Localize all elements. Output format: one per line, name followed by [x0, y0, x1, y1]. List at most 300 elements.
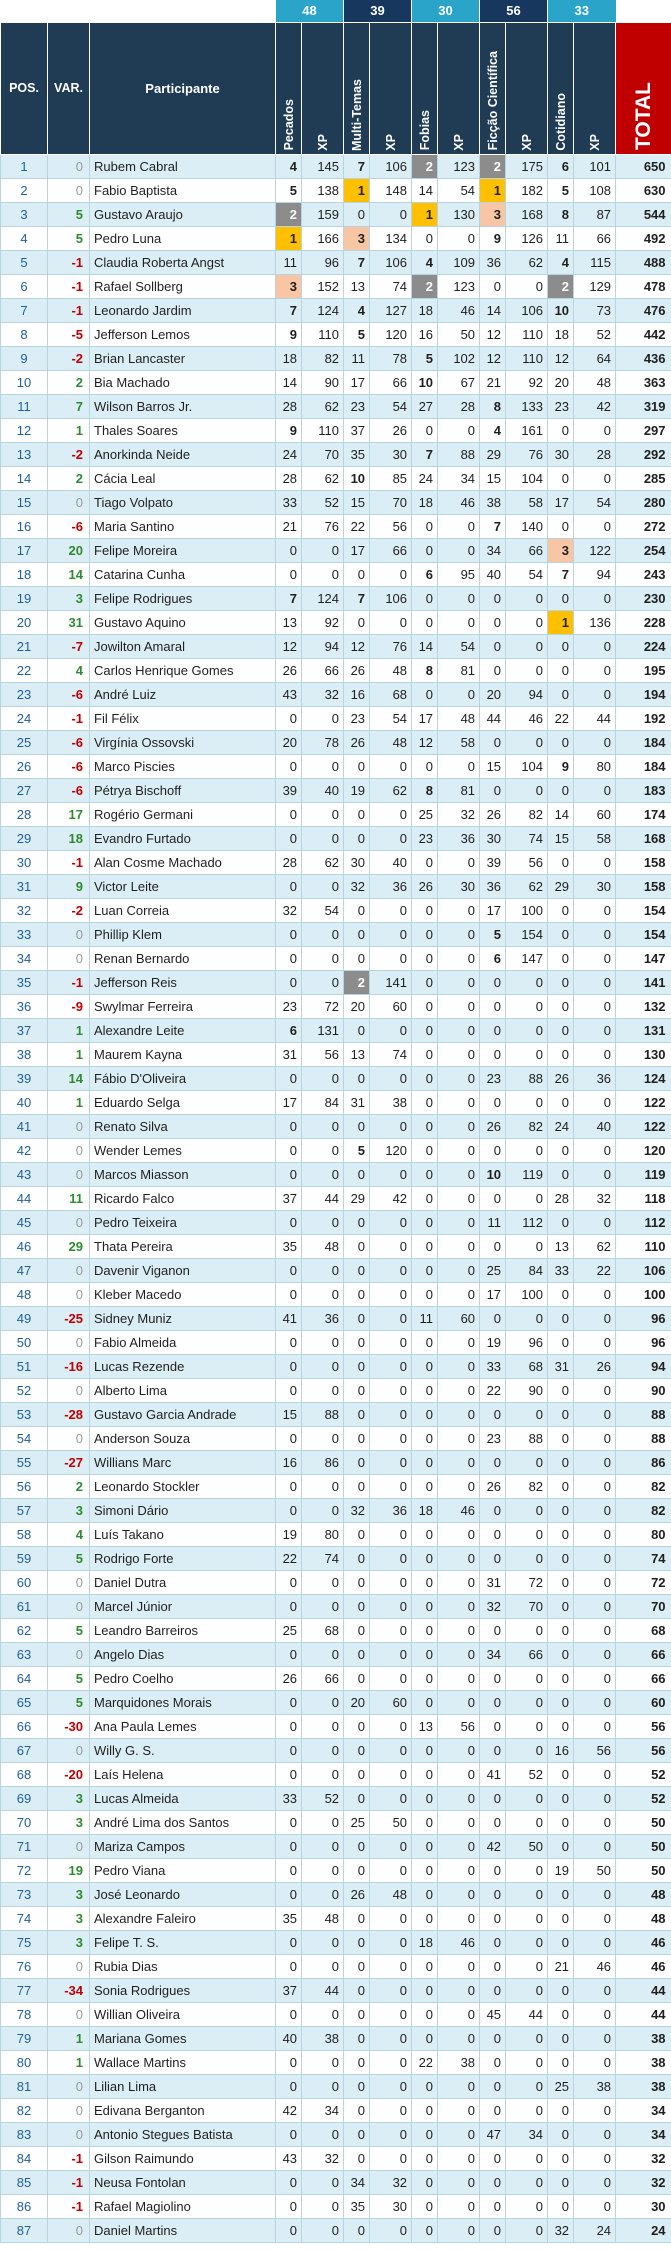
variation-cell: -6 — [48, 778, 90, 802]
table-row — [1, 1090, 671, 1114]
rank-cell: 0 — [412, 850, 438, 874]
table-row — [1, 2122, 671, 2146]
rank-cell: 12 — [480, 346, 506, 370]
xp-cell: 0 — [302, 1474, 344, 1498]
participant-name: Ana Paula Lemes — [90, 1714, 276, 1738]
rank-cell: 0 — [344, 1450, 370, 1474]
rank-cell: 0 — [344, 1474, 370, 1498]
total-cell: 478 — [616, 274, 671, 298]
table-row — [1, 1930, 671, 1954]
variation-cell: 0 — [48, 154, 90, 178]
total-cell: 86 — [616, 1450, 671, 1474]
xp-cell: 40 — [302, 778, 344, 802]
position-cell: 42 — [1, 1138, 48, 1162]
variation-cell: -16 — [48, 1354, 90, 1378]
rank-cell: 0 — [480, 1138, 506, 1162]
total-cell: 280 — [616, 490, 671, 514]
table-row — [1, 1954, 671, 1978]
rank-cell: 0 — [344, 1354, 370, 1378]
xp-cell: 0 — [302, 1114, 344, 1138]
rank-cell: 0 — [276, 1594, 302, 1618]
position-cell: 51 — [1, 1354, 48, 1378]
total-cell: 82 — [616, 1498, 671, 1522]
rank-cell: 1 — [344, 178, 370, 202]
variation-cell: 0 — [48, 2002, 90, 2026]
xp-cell: 64 — [574, 346, 616, 370]
table-row — [1, 1210, 671, 1234]
total-cell: 50 — [616, 1858, 671, 1882]
xp-cell: 0 — [574, 1426, 616, 1450]
xp-cell: 0 — [370, 754, 412, 778]
xp-cell: 32 — [574, 1186, 616, 1210]
xp-cell: 50 — [370, 1810, 412, 1834]
xp-cell: 0 — [574, 1306, 616, 1330]
position-cell: 6 — [1, 274, 48, 298]
participant-name: Wallace Martins — [90, 2050, 276, 2074]
xp-cell: 0 — [574, 970, 616, 994]
rank-cell: 0 — [480, 274, 506, 298]
xp-cell: 0 — [574, 730, 616, 754]
participant-name: Thata Pereira — [90, 1234, 276, 1258]
rank-cell: 0 — [548, 1834, 574, 1858]
position-cell: 1 — [1, 154, 48, 178]
total-cell: 158 — [616, 874, 671, 898]
rank-cell: 0 — [344, 1018, 370, 1042]
table-row — [1, 1618, 671, 1642]
xp-cell: 0 — [506, 1666, 548, 1690]
position-cell: 69 — [1, 1786, 48, 1810]
variation-cell: 9 — [48, 874, 90, 898]
rank-cell: 36 — [480, 250, 506, 274]
rank-cell: 25 — [480, 1258, 506, 1282]
rank-cell: 0 — [412, 1042, 438, 1066]
rank-cell: 15 — [480, 466, 506, 490]
position-cell: 58 — [1, 1522, 48, 1546]
variation-cell: 1 — [48, 418, 90, 442]
xp-cell: 129 — [574, 274, 616, 298]
xp-cell: 106 — [370, 586, 412, 610]
xp-cell: 66 — [370, 370, 412, 394]
xp-cell: 0 — [302, 2218, 344, 2242]
variation-cell: -1 — [48, 250, 90, 274]
xp-cell: 0 — [370, 1570, 412, 1594]
total-cell: 80 — [616, 1522, 671, 1546]
total-cell: 243 — [616, 562, 671, 586]
xp-cell: 0 — [574, 514, 616, 538]
total-cell: 48 — [616, 1882, 671, 1906]
rank-cell: 4 — [412, 250, 438, 274]
participant-name: Phillip Klem — [90, 922, 276, 946]
rank-cell: 0 — [276, 874, 302, 898]
position-cell: 21 — [1, 634, 48, 658]
xp-cell: 141 — [370, 970, 412, 994]
variation-cell: 5 — [48, 226, 90, 250]
xp-cell: 0 — [370, 1546, 412, 1570]
xp-cell: 72 — [506, 1570, 548, 1594]
rank-cell: 0 — [412, 2170, 438, 2194]
variation-cell: 0 — [48, 1258, 90, 1282]
xp-cell: 0 — [302, 1138, 344, 1162]
rank-cell: 13 — [276, 610, 302, 634]
rank-cell: 0 — [276, 2218, 302, 2242]
rank-cell: 0 — [412, 1402, 438, 1426]
xp-cell: 124 — [302, 298, 344, 322]
position-cell: 3 — [1, 202, 48, 226]
position-cell: 60 — [1, 1570, 48, 1594]
xp-cell: 0 — [370, 1378, 412, 1402]
total-cell: 38 — [616, 2074, 671, 2098]
position-cell: 8 — [1, 322, 48, 346]
participant-name: Pedro Coelho — [90, 1666, 276, 1690]
xp-cell: 0 — [370, 1162, 412, 1186]
rank-cell: 23 — [276, 994, 302, 1018]
rank-cell: 20 — [344, 994, 370, 1018]
participant-name: Fabio Baptista — [90, 178, 276, 202]
xp-cell: 0 — [438, 1666, 480, 1690]
rank-cell: 0 — [276, 1498, 302, 1522]
xp-cell: 80 — [302, 1522, 344, 1546]
rank-cell: 22 — [412, 2050, 438, 2074]
rank-cell: 0 — [548, 1282, 574, 1306]
rank-cell: 0 — [344, 1378, 370, 1402]
rank-cell: 0 — [344, 1210, 370, 1234]
position-cell: 48 — [1, 1282, 48, 1306]
xp-cell: 81 — [438, 658, 480, 682]
rank-cell: 0 — [276, 922, 302, 946]
participant-name: Sonia Rodrigues — [90, 1978, 276, 2002]
rank-cell: 17 — [276, 1090, 302, 1114]
variation-cell: -9 — [48, 994, 90, 1018]
rank-cell: 0 — [276, 1282, 302, 1306]
xp-cell: 0 — [302, 538, 344, 562]
xp-cell: 0 — [574, 466, 616, 490]
xp-cell: 56 — [370, 514, 412, 538]
position-cell: 14 — [1, 466, 48, 490]
rank-cell: 5 — [344, 1138, 370, 1162]
total-cell: 650 — [616, 154, 671, 178]
rank-cell: 32 — [344, 874, 370, 898]
total-cell: 88 — [616, 1402, 671, 1426]
total-cell: 32 — [616, 2170, 671, 2194]
rank-cell: 11 — [412, 1306, 438, 1330]
xp-cell: 110 — [506, 322, 548, 346]
table-row — [1, 2074, 671, 2098]
variation-cell: 0 — [48, 1834, 90, 1858]
xp-cell: 60 — [574, 802, 616, 826]
table-row — [1, 850, 671, 874]
variation-cell: 0 — [48, 946, 90, 970]
xp-cell: 0 — [302, 1858, 344, 1882]
total-cell: 74 — [616, 1546, 671, 1570]
xp-cell: 50 — [574, 1858, 616, 1882]
xp-cell: 0 — [302, 1810, 344, 1834]
rank-cell: 0 — [344, 946, 370, 970]
xp-header: XP — [574, 22, 616, 154]
rank-cell: 0 — [276, 1138, 302, 1162]
total-cell: 30 — [616, 2194, 671, 2218]
xp-cell: 126 — [506, 226, 548, 250]
rank-cell: 22 — [548, 706, 574, 730]
xp-cell: 0 — [370, 2098, 412, 2122]
rank-cell: 0 — [480, 586, 506, 610]
xp-cell: 32 — [370, 2170, 412, 2194]
rank-cell: 0 — [412, 994, 438, 1018]
rank-cell: 0 — [480, 1810, 506, 1834]
total-cell: 44 — [616, 1978, 671, 2002]
xp-cell: 161 — [506, 418, 548, 442]
variation-cell: 1 — [48, 1090, 90, 1114]
rank-cell: 7 — [480, 514, 506, 538]
xp-cell: 0 — [302, 970, 344, 994]
xp-cell: 42 — [370, 1186, 412, 1210]
rank-cell: 0 — [480, 1402, 506, 1426]
rank-cell: 0 — [344, 1906, 370, 1930]
xp-cell: 0 — [506, 1042, 548, 1066]
rank-cell: 0 — [344, 1666, 370, 1690]
xp-cell: 68 — [506, 1354, 548, 1378]
xp-cell: 0 — [506, 1018, 548, 1042]
rank-cell: 20 — [276, 730, 302, 754]
rank-cell: 0 — [412, 898, 438, 922]
table-row — [1, 1690, 671, 1714]
xp-cell: 0 — [302, 1282, 344, 1306]
rank-cell: 0 — [412, 970, 438, 994]
xp-cell: 0 — [370, 1402, 412, 1426]
position-cell: 84 — [1, 2146, 48, 2170]
total-cell: 132 — [616, 994, 671, 1018]
rank-cell: 2 — [412, 274, 438, 298]
rank-cell: 37 — [344, 418, 370, 442]
variation-cell: 2 — [48, 1474, 90, 1498]
participant-name: Gustavo Aquino — [90, 610, 276, 634]
table-row — [1, 1426, 671, 1450]
rank-cell: 0 — [344, 2074, 370, 2098]
rank-cell: 0 — [548, 1498, 574, 1522]
xp-cell: 145 — [302, 154, 344, 178]
xp-cell: 0 — [506, 1138, 548, 1162]
rank-cell: 0 — [412, 1594, 438, 1618]
xp-cell: 0 — [370, 610, 412, 634]
rank-cell: 4 — [548, 250, 574, 274]
variation-cell: -1 — [48, 298, 90, 322]
table-row — [1, 2170, 671, 2194]
xp-cell: 96 — [302, 250, 344, 274]
position-cell: 77 — [1, 1978, 48, 2002]
xp-cell: 68 — [302, 1618, 344, 1642]
table-row — [1, 490, 671, 514]
total-cell: 442 — [616, 322, 671, 346]
xp-cell: 0 — [506, 610, 548, 634]
variation-cell: 19 — [48, 1858, 90, 1882]
total-header: TOTAL — [616, 22, 671, 154]
rank-cell: 16 — [344, 682, 370, 706]
rank-cell: 0 — [480, 970, 506, 994]
xp-cell: 44 — [506, 2002, 548, 2026]
xp-cell: 0 — [574, 1930, 616, 1954]
rank-cell: 17 — [412, 706, 438, 730]
position-cell: 86 — [1, 2194, 48, 2218]
xp-cell: 0 — [438, 1018, 480, 1042]
participant-name: Rafael Sollberg — [90, 274, 276, 298]
table-row — [1, 1402, 671, 1426]
rank-cell: 0 — [480, 658, 506, 682]
rank-cell: 7 — [276, 298, 302, 322]
xp-cell: 0 — [370, 1978, 412, 2002]
rank-cell: 16 — [412, 322, 438, 346]
rank-cell: 0 — [412, 538, 438, 562]
rank-cell: 0 — [480, 1786, 506, 1810]
position-cell: 74 — [1, 1906, 48, 1930]
table-row — [1, 250, 671, 274]
position-cell: 33 — [1, 922, 48, 946]
xp-cell: 0 — [302, 1690, 344, 1714]
total-cell: 112 — [616, 1210, 671, 1234]
participant-name: Antonio Stegues Batista — [90, 2122, 276, 2146]
xp-cell: 0 — [506, 658, 548, 682]
table-row — [1, 1138, 671, 1162]
rank-cell: 0 — [344, 1546, 370, 1570]
table-row — [1, 802, 671, 826]
variation-cell: 4 — [48, 658, 90, 682]
position-cell: 62 — [1, 1618, 48, 1642]
rank-cell: 0 — [548, 2050, 574, 2074]
table-row — [1, 1018, 671, 1042]
position-cell: 54 — [1, 1426, 48, 1450]
rank-cell: 0 — [344, 898, 370, 922]
participant-name: Davenir Viganon — [90, 1258, 276, 1282]
total-cell: 195 — [616, 658, 671, 682]
table-row — [1, 466, 671, 490]
participant-name: Brian Lancaster — [90, 346, 276, 370]
xp-cell: 0 — [302, 754, 344, 778]
xp-cell: 0 — [574, 1834, 616, 1858]
participant-name: Marco Piscies — [90, 754, 276, 778]
total-cell: 38 — [616, 2026, 671, 2050]
rank-cell: 13 — [344, 1042, 370, 1066]
xp-cell: 0 — [370, 1666, 412, 1690]
xp-cell: 0 — [438, 610, 480, 634]
participant-name: Edivana Berganton — [90, 2098, 276, 2122]
xp-cell: 58 — [438, 730, 480, 754]
xp-cell: 104 — [506, 466, 548, 490]
rank-cell: 5 — [344, 322, 370, 346]
xp-cell: 36 — [302, 1306, 344, 1330]
rank-cell: 0 — [412, 1786, 438, 1810]
rank-cell: 18 — [412, 1498, 438, 1522]
xp-cell: 0 — [370, 802, 412, 826]
xp-cell: 120 — [370, 1138, 412, 1162]
xp-cell: 0 — [438, 1330, 480, 1354]
xp-cell: 0 — [302, 1882, 344, 1906]
variation-cell: 2 — [48, 370, 90, 394]
rank-cell: 11 — [480, 1210, 506, 1234]
variation-cell: -5 — [48, 322, 90, 346]
xp-cell: 0 — [506, 1810, 548, 1834]
rank-cell: 35 — [276, 1906, 302, 1930]
xp-cell: 0 — [438, 1834, 480, 1858]
rank-cell: 0 — [344, 1402, 370, 1426]
rank-cell: 0 — [412, 1354, 438, 1378]
rank-cell: 0 — [548, 2002, 574, 2026]
xp-cell: 0 — [370, 1426, 412, 1450]
rank-cell: 0 — [276, 1810, 302, 1834]
rank-cell: 0 — [548, 2026, 574, 2050]
xp-cell: 112 — [506, 1210, 548, 1234]
header-row — [1, 22, 671, 154]
position-cell: 23 — [1, 682, 48, 706]
position-cell: 53 — [1, 1402, 48, 1426]
xp-cell: 0 — [370, 898, 412, 922]
xp-cell: 0 — [574, 850, 616, 874]
xp-cell: 0 — [438, 2026, 480, 2050]
total-cell: 168 — [616, 826, 671, 850]
xp-cell: 152 — [302, 274, 344, 298]
xp-cell: 36 — [370, 1498, 412, 1522]
variation-cell: -6 — [48, 730, 90, 754]
position-cell: 18 — [1, 562, 48, 586]
variation-cell: 0 — [48, 1282, 90, 1306]
total-cell: 436 — [616, 346, 671, 370]
rank-cell: 0 — [548, 970, 574, 994]
category-header: Pecados — [276, 22, 302, 154]
participant-name: Rogério Germani — [90, 802, 276, 826]
xp-cell: 66 — [574, 226, 616, 250]
xp-cell: 106 — [370, 154, 412, 178]
participant-name: Neusa Fontolan — [90, 2170, 276, 2194]
xp-cell: 48 — [574, 370, 616, 394]
table-row — [1, 706, 671, 730]
table-row — [1, 394, 671, 418]
rank-cell: 3 — [276, 274, 302, 298]
rank-cell: 6 — [480, 946, 506, 970]
position-cell: 71 — [1, 1834, 48, 1858]
xp-cell: 88 — [302, 1402, 344, 1426]
table-row — [1, 898, 671, 922]
participant-name: Kleber Macedo — [90, 1282, 276, 1306]
xp-cell: 0 — [574, 1018, 616, 1042]
table-row — [1, 586, 671, 610]
xp-cell: 46 — [438, 1930, 480, 1954]
xp-cell: 0 — [370, 2218, 412, 2242]
xp-cell: 0 — [302, 2194, 344, 2218]
table-row — [1, 202, 671, 226]
variation-cell: -25 — [48, 1306, 90, 1330]
xp-cell: 52 — [302, 490, 344, 514]
variation-cell: 1 — [48, 2026, 90, 2050]
rank-cell: 0 — [276, 1210, 302, 1234]
participant-name: Leonardo Jardim — [90, 298, 276, 322]
xp-cell: 0 — [370, 2050, 412, 2074]
table-row — [1, 442, 671, 466]
xp-cell: 62 — [506, 250, 548, 274]
xp-cell: 0 — [506, 778, 548, 802]
rank-cell: 40 — [276, 2026, 302, 2050]
xp-cell: 0 — [370, 1786, 412, 1810]
rank-cell: 0 — [276, 1690, 302, 1714]
position-cell: 12 — [1, 418, 48, 442]
rank-cell: 0 — [548, 658, 574, 682]
rank-cell: 0 — [480, 2098, 506, 2122]
xp-cell: 0 — [438, 1138, 480, 1162]
xp-cell: 46 — [506, 706, 548, 730]
table-row — [1, 1786, 671, 1810]
variation-cell: 18 — [48, 826, 90, 850]
rank-cell: 20 — [344, 1690, 370, 1714]
position-cell: 50 — [1, 1330, 48, 1354]
position-cell: 40 — [1, 1090, 48, 1114]
rank-cell: 0 — [276, 1954, 302, 1978]
variation-cell: 0 — [48, 1594, 90, 1618]
